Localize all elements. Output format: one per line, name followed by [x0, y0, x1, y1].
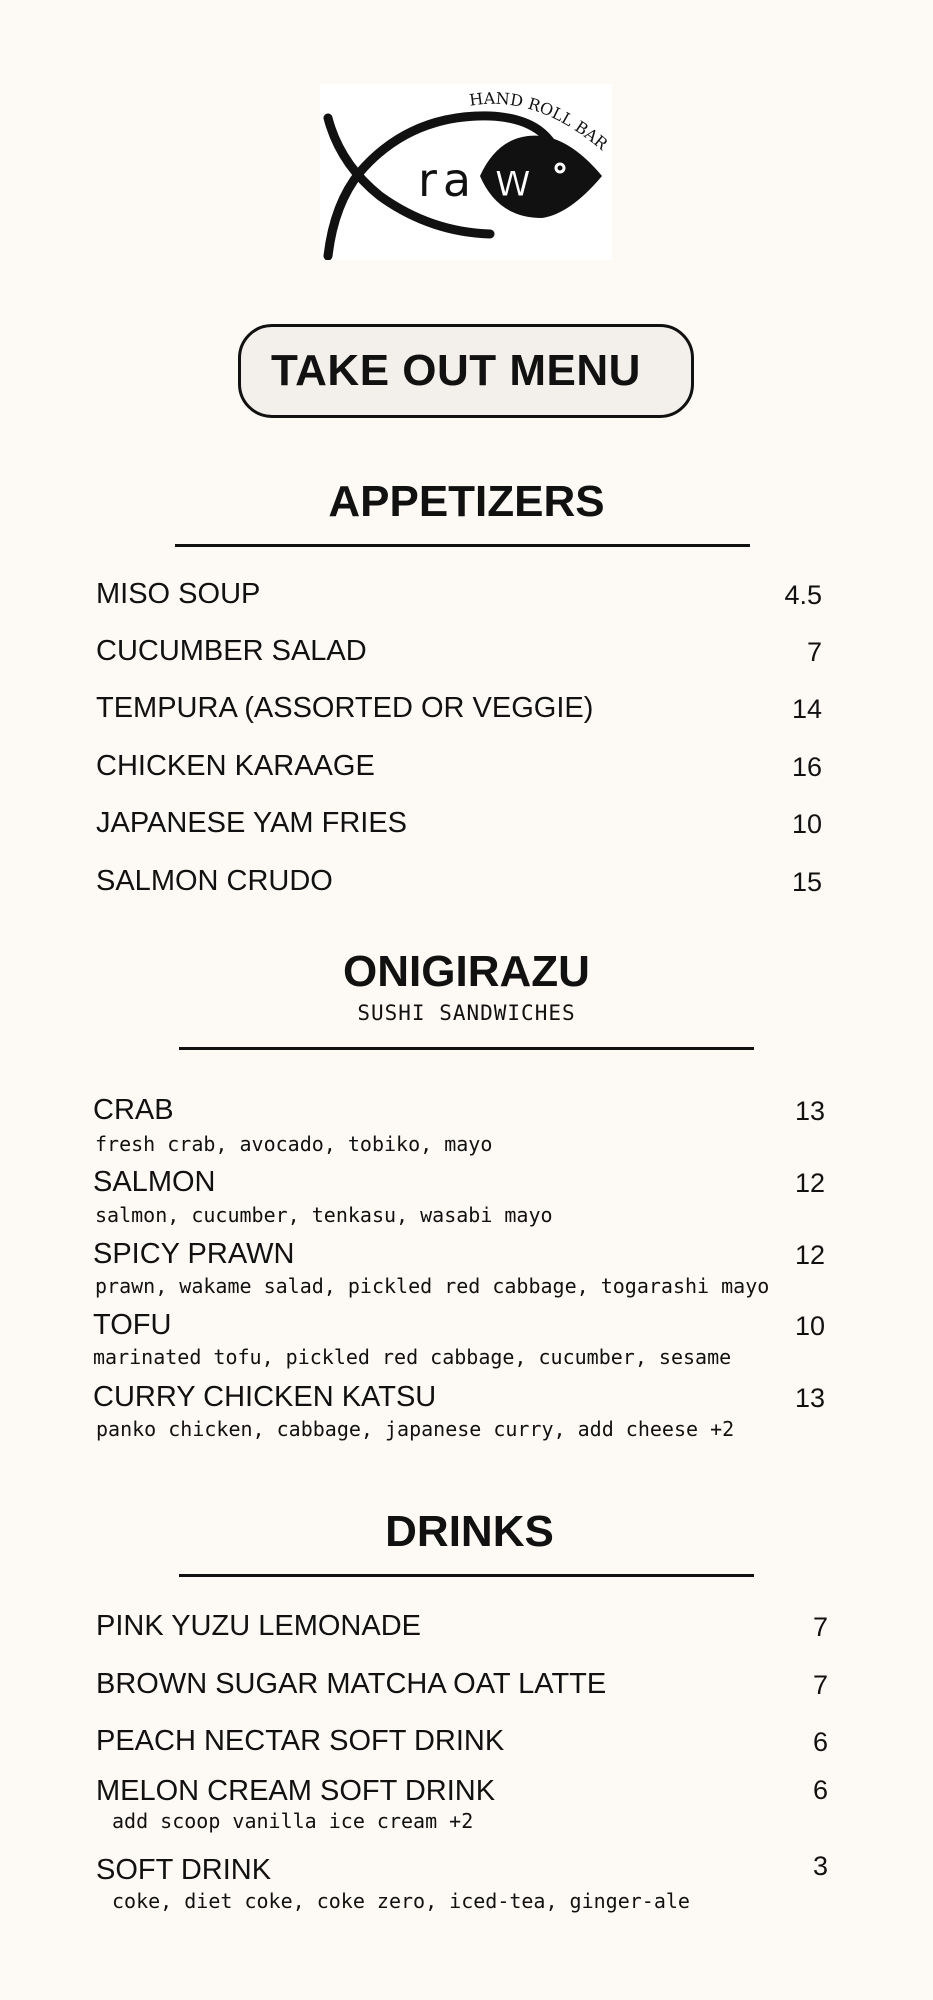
menu-item-price: 13: [794, 1383, 825, 1413]
appetizers-heading: APPETIZERS: [328, 477, 605, 526]
raw-logo: [320, 84, 612, 260]
menu-item-name: PEACH NECTAR SOFT DRINK: [96, 1725, 505, 1757]
menu-item-name: SOFT DRINK: [96, 1854, 272, 1886]
menu-item-name: SPICY PRAWN: [93, 1238, 295, 1270]
menu-item-name: SALMON CRUDO: [96, 865, 333, 897]
menu-item-price: 16: [791, 752, 822, 782]
menu-item-description: panko chicken, cabbage, japanese curry, add cheese +2: [96, 1417, 735, 1441]
menu-item-price: 10: [794, 1311, 825, 1341]
menu-item-name: SALMON: [93, 1166, 216, 1198]
menu-item-price: 13: [794, 1096, 825, 1126]
menu-item-name: CHICKEN KARAAGE: [96, 750, 375, 782]
menu-item-price: 14: [791, 694, 822, 724]
menu-item-name: JAPANESE YAM FRIES: [96, 807, 408, 839]
onigirazu-subtitle: SUSHI SANDWICHES: [357, 1001, 576, 1025]
take-out-menu-badge: [238, 324, 694, 418]
drinks-heading: DRINKS: [385, 1507, 554, 1556]
onigirazu-heading: ONIGIRAZU: [343, 947, 590, 996]
drinks-divider: [179, 1574, 754, 1577]
take-out-menu-label: TAKE OUT MENU: [271, 346, 641, 395]
menu-item-name: TOFU: [93, 1309, 172, 1341]
menu-item-description: add scoop vanilla ice cream +2: [112, 1809, 474, 1833]
fish-logo-icon: [320, 84, 612, 260]
menu-item-name: CURRY CHICKEN KATSU: [93, 1381, 437, 1413]
menu-item-description: fresh crab, avocado, tobiko, mayo: [95, 1132, 493, 1156]
appetizers-divider: [175, 544, 750, 547]
menu-item-description: marinated tofu, pickled red cabbage, cucumber, sesame: [93, 1345, 732, 1369]
menu-item-price: 12: [794, 1168, 825, 1198]
menu-item-price: 3: [812, 1851, 828, 1881]
menu-item-name: MELON CREAM SOFT DRINK: [96, 1775, 496, 1807]
menu-item-price: 15: [791, 867, 822, 897]
menu-item-price: 7: [812, 1670, 828, 1700]
onigirazu-divider: [179, 1047, 754, 1050]
logo-tagline: HAND ROLL BAR: [468, 88, 612, 154]
logo-brand-text: ra: [418, 153, 478, 207]
menu-item-price: 4.5: [784, 580, 822, 610]
menu-item-name: PINK YUZU LEMONADE: [96, 1610, 421, 1642]
menu-item-price: 7: [812, 1612, 828, 1642]
menu-item-price: 7: [806, 637, 822, 667]
menu-item-price: 12: [794, 1240, 825, 1270]
menu-item-price: 6: [812, 1727, 828, 1757]
menu-item-description: coke, diet coke, coke zero, iced-tea, ginger-ale: [112, 1889, 690, 1913]
menu-item-name: CUCUMBER SALAD: [96, 635, 367, 667]
menu-item-name: MISO SOUP: [96, 578, 261, 610]
menu-item-name: TEMPURA (ASSORTED OR VEGGIE): [96, 692, 594, 724]
menu-item-price: 10: [791, 809, 822, 839]
menu-item-description: salmon, cucumber, tenkasu, wasabi mayo: [95, 1203, 553, 1227]
menu-item-name: BROWN SUGAR MATCHA OAT LATTE: [96, 1668, 607, 1700]
logo-brand-w: w: [494, 153, 532, 207]
menu-item-name: CRAB: [93, 1094, 174, 1126]
menu-item-price: 6: [812, 1775, 828, 1805]
menu-item-description: prawn, wakame salad, pickled red cabbage, togarashi mayo: [95, 1274, 770, 1298]
